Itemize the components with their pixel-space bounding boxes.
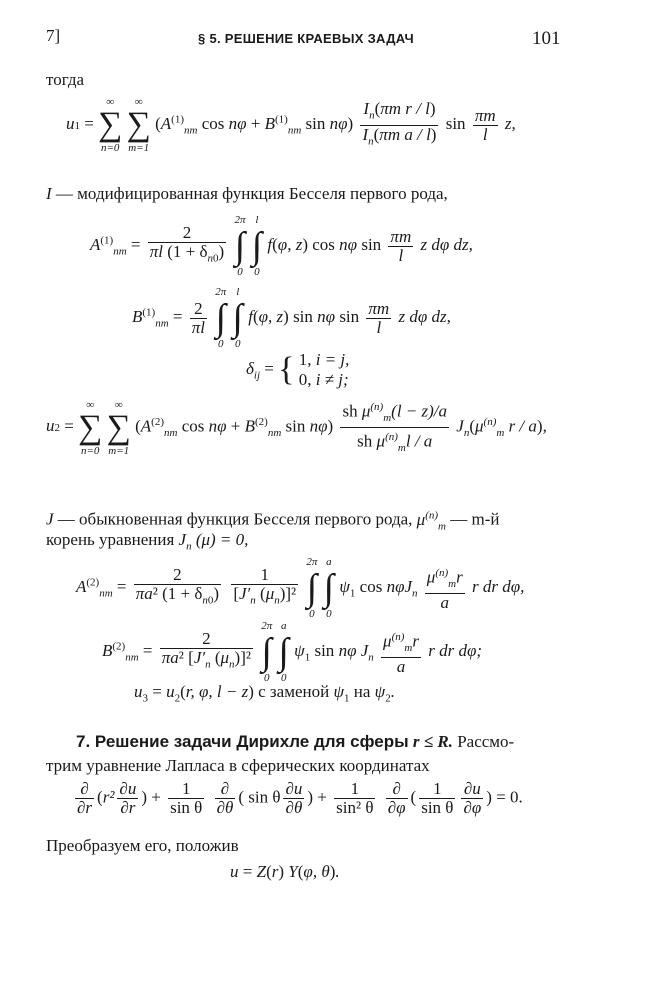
- equation-A1: $A^{(1)}_{nm}$ = $\frac{2}{\pi l (1 + \delta_{n0})}$ 2π ∫ 0 l ∫ 0 f(φ, z) cos nφ sin $\frac{\pi m}{l}$ z dφ dz,: [90, 214, 473, 278]
- text-J-root-label: корень уравнения: [46, 530, 175, 549]
- equation-u1: u1 = ∞ ∑ n=0 ∞ ∑ m=1 ($A^{(1)}_{nm}$ $\cos n\varphi + B^{(1)}_{nm}$ sin nφ) $\frac{I_n(\pi m r / l)}{I_n(\pi m a / l)}$ sin $\frac{\pi m}{l}$ z,: [66, 96, 516, 154]
- section-7-rest: Рассмо-: [457, 732, 515, 751]
- section-7-condition: r ≤ R.: [412, 732, 453, 751]
- header-chapter-number: 7]: [46, 26, 61, 45]
- header-page-number: 101: [532, 28, 561, 49]
- equation-u2: u2 = ∞ ∑ n=0 ∞ ∑ m=1 ($A^{(2)}_{nm}$ $\cos n\varphi + B^{(2)}_{nm}$ sin nφ) $\frac{sh \mu^{(n)}_m(l - z)/a}{sh \mu^{(n)}_ml / a}$ $J_n(\mu^{(n)}_m$ r / a),: [46, 398, 547, 457]
- section-7-title: 7. Решение задачи Дирихле для сферы: [76, 732, 409, 751]
- text-u3-with: с заменой: [258, 682, 330, 701]
- equation-B2: $B^{(2)}_{nm}$ = $\frac{2}{\pi a^2 [J'_n (\mu_n)]^2}$ 2π ∫ 0 a ∫ 0 $\psi_1$ sin nφ $J_n$ $\frac{\mu^{(n)}_mr}{a}$ r dr dφ;: [102, 620, 483, 684]
- equation-B1: $B^{(1)}_{nm}$ = $\frac{2}{\pi l}$ 2π ∫ 0 l ∫ 0 f(φ, z) sin nφ sin $\frac{\pi m}{l}$ z dφ dz,: [132, 286, 451, 350]
- section-7-line2: трим уравнение Лапласа в сферических координатах: [46, 756, 430, 775]
- equation-J-root: $J_n$ (μ) = 0,: [178, 530, 249, 553]
- text-I-definition-body: — модифицированная функция Бесселя первого рода,: [55, 184, 448, 203]
- text-u3-na: на: [353, 682, 371, 701]
- equation-kronecker-delta: $\delta_{ij}$ = { 1, i = j, 0, i ≠ j;: [246, 350, 350, 389]
- equation-separation: u = Z(r) Y(φ, θ).: [230, 862, 340, 881]
- section-7-heading-line: [76, 730, 514, 754]
- text-J-definition-body: — обыкновенная функция Бесселя первого рода,: [57, 509, 413, 529]
- text-J-definition: J — обыкновенная функция Бесселя первого рода, $\mu^{(n)}_m$ — m-й: [46, 509, 500, 533]
- text-J-root-line: [46, 528, 248, 558]
- text-transform: Преобразуем его, положив: [46, 836, 239, 855]
- text-togda: тогда: [46, 70, 85, 89]
- equation-laplace-spherical: $\frac{\partial}{\partial r}$ (r² $\frac{\partial u}{\partial r}$ ) + $\frac{1}{\text{sin θ}}$ $\frac{\partial}{\partial\theta}$ ( sin θ $\frac{\partial u}{\partial\theta}$ ) + $\frac{1}{\text{sin² θ}}$ $\frac{\partial}{\partial\varphi}$ ( $\frac{1}{\text{sin θ}}$ $\frac{\partial u}{\partial\varphi}$ ) = 0.: [77, 779, 523, 817]
- text-I-definition: I — модифицированная функция Бесселя первого рода,: [46, 184, 448, 203]
- header-section-title: § 5. РЕШЕНИЕ КРАЕВЫХ ЗАДАЧ: [198, 31, 414, 46]
- equation-u3: $u_3 = u_2(r$, φ, l − z) с заменой $\psi_1$ на $\psi_2$.: [134, 682, 395, 705]
- text-J-definition-tail: — m-й: [450, 509, 500, 529]
- equation-A2: $A^{(2)}_{nm}$ = $\frac{2}{\pi a^2 (1 + \delta_{n0})}$ $\frac{1}{[J'_n (\mu_n)]^2}$ 2π ∫ 0 a ∫ 0 $\psi_1$ cos nφJ$_n$ $\frac{\mu^{(n)}_mr}{a}$ r dr dφ,: [76, 556, 525, 620]
